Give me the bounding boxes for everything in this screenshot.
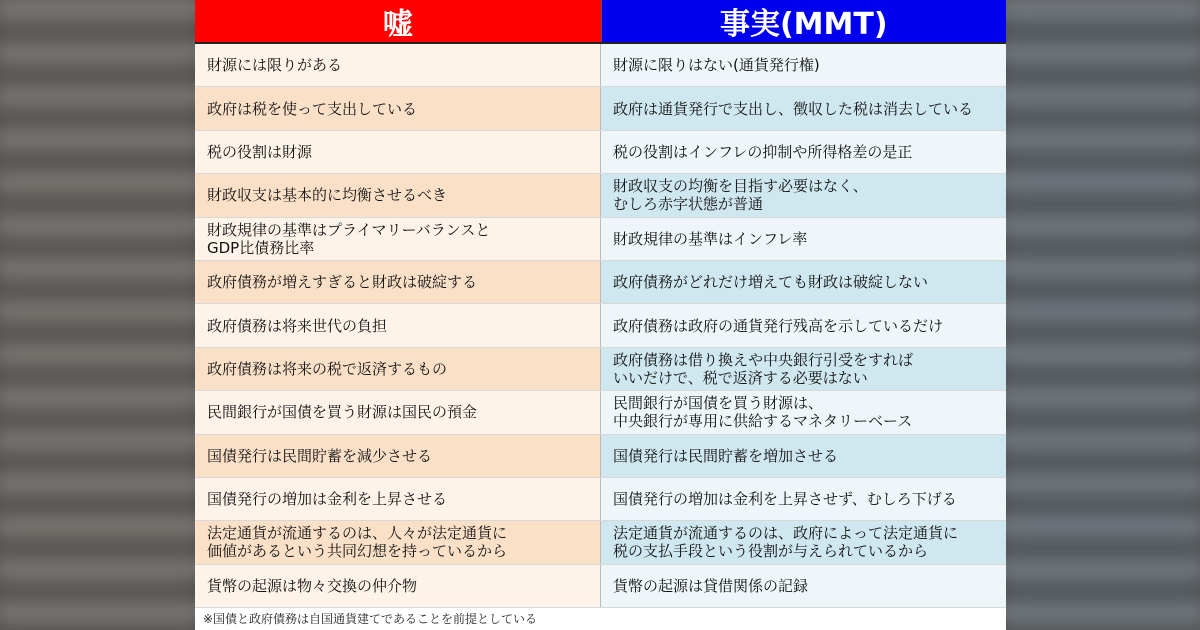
table-row: [195, 478, 1006, 521]
table-row: [195, 565, 1006, 608]
lie-cell: 法定通貨が流通するのは、人々が法定通貨に 価値があるという共同幻想を持っているから: [195, 521, 601, 563]
table-row: [195, 261, 1006, 304]
header-lie: 嘘: [195, 0, 602, 42]
fact-cell: 税の役割はインフレの抑制や所得格差の是正: [601, 131, 1006, 173]
table-row: [195, 521, 1006, 564]
table-row: [195, 435, 1006, 478]
fact-cell: 政府は通貨発行で支出し、徴収した税は消去している: [601, 87, 1006, 129]
lie-cell: 税の役割は財源: [195, 131, 601, 173]
table-row: [195, 87, 1006, 130]
fact-cell: 法定通貨が流通するのは、政府によって法定通貨に 税の支払手段という役割が与えられているから: [601, 521, 1006, 563]
fact-cell: 財源に限りはない(通貨発行権): [601, 44, 1006, 86]
lie-cell: 政府債務は将来の税で返済するもの: [195, 348, 601, 390]
blurred-background-right: [1006, 0, 1200, 630]
table-row: [195, 44, 1006, 87]
lie-cell: 財政収支は基本的に均衡させるべき: [195, 174, 601, 216]
lie-cell: 政府は税を使って支出している: [195, 87, 601, 129]
lie-cell: 財源には限りがある: [195, 44, 601, 86]
fact-cell: 民間銀行が国債を買う財源は、 中央銀行が専用に供給するマネタリーベース: [601, 391, 1006, 433]
fact-cell: 政府債務がどれだけ増えても財政は破綻しない: [601, 261, 1006, 303]
table-row: [195, 131, 1006, 174]
fact-cell: 国債発行の増加は金利を上昇させず、むしろ下げる: [601, 478, 1006, 520]
header-fact: 事実(MMT): [602, 0, 1007, 42]
lie-cell: 国債発行の増加は金利を上昇させる: [195, 478, 601, 520]
fact-cell: 政府債務は借り換えや中央銀行引受をすれば いいだけで、税で返済する必要はない: [601, 348, 1006, 390]
fact-cell: 財政規律の基準はインフレ率: [601, 218, 1006, 260]
lie-cell: 貨幣の起源は物々交換の仲介物: [195, 565, 601, 607]
table-row: [195, 174, 1006, 217]
table-header: [195, 0, 1006, 44]
table-row: [195, 348, 1006, 391]
lie-cell: 政府債務は将来世代の負担: [195, 304, 601, 346]
lie-cell: 財政規律の基準はプライマリーバランスと GDP比債務比率: [195, 218, 601, 260]
lie-cell: 民間銀行が国債を買う財源は国民の預金: [195, 391, 601, 433]
comparison-table: [195, 0, 1006, 630]
table-body: [195, 44, 1006, 608]
fact-cell: 貨幣の起源は貸借関係の記録: [601, 565, 1006, 607]
table-row: [195, 391, 1006, 434]
fact-cell: 財政収支の均衡を目指す必要はなく、 むしろ赤字状態が普通: [601, 174, 1006, 216]
lie-cell: 政府債務が増えすぎると財政は破綻する: [195, 261, 601, 303]
blurred-background-left: [0, 0, 195, 630]
footnote: ※国債と政府債務は自国通貨建てであることを前提としている: [203, 612, 538, 626]
fact-cell: 政府債務は政府の通貨発行残高を示しているだけ: [601, 304, 1006, 346]
lie-cell: 国債発行は民間貯蓄を減少させる: [195, 435, 601, 477]
table-row: [195, 304, 1006, 347]
fact-cell: 国債発行は民間貯蓄を増加させる: [601, 435, 1006, 477]
table-row: [195, 218, 1006, 261]
